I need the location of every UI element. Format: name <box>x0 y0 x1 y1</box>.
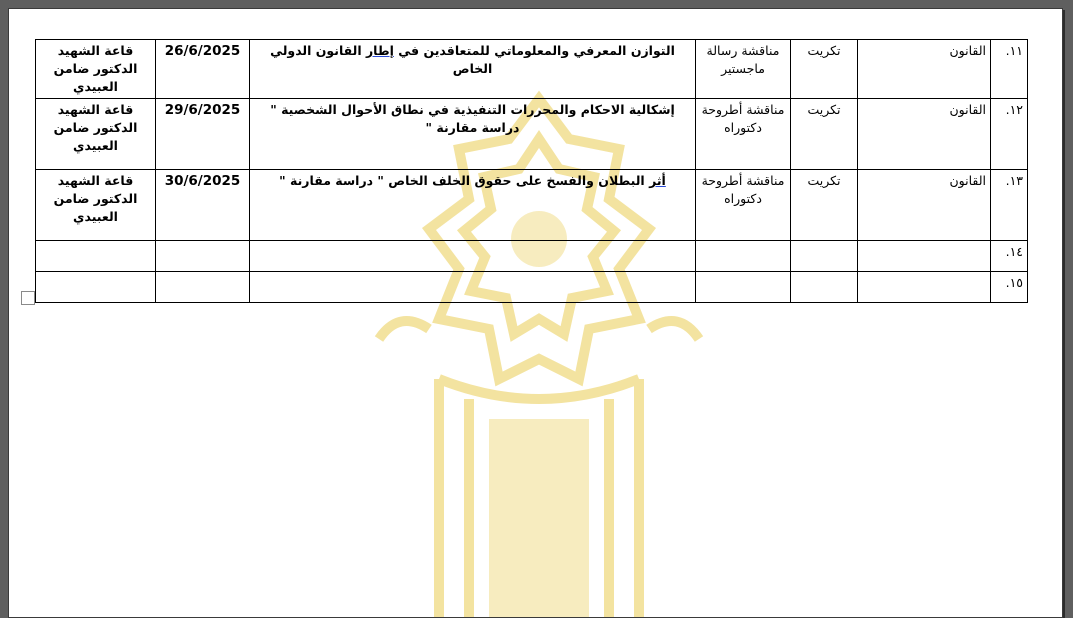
date-cell[interactable] <box>156 272 250 303</box>
department-cell[interactable]: القانون <box>858 40 991 99</box>
table-anchor-handle[interactable] <box>21 291 35 305</box>
row-number-cell[interactable]: ١١. <box>991 40 1028 99</box>
thesis-title-cell[interactable] <box>250 241 696 272</box>
university-cell[interactable]: تكريت <box>791 99 858 170</box>
row-number-cell[interactable]: ١٤. <box>991 241 1028 272</box>
table-row <box>36 40 1028 99</box>
row-number-cell[interactable]: ١٣. <box>991 170 1028 241</box>
date-cell[interactable]: 30/6/2025 <box>156 170 250 241</box>
university-cell[interactable] <box>791 241 858 272</box>
discussion-type-cell[interactable]: مناقشة أطروحة دكتوراه <box>696 99 791 170</box>
university-cell[interactable]: تكريت <box>791 170 858 241</box>
thesis-title-cell[interactable] <box>250 170 696 241</box>
department-cell[interactable]: القانون <box>858 170 991 241</box>
table-row <box>36 272 1028 303</box>
department-cell[interactable] <box>858 272 991 303</box>
table-row <box>36 170 1028 241</box>
table-row <box>36 241 1028 272</box>
hall-cell[interactable]: قاعة الشهيد الدكتور ضامن العبيدي <box>36 99 156 170</box>
thesis-title-cell[interactable] <box>250 99 696 170</box>
title-text: البطلان والفسخ على حقوق الخلف الخاص " دراسة مقارنة " <box>279 173 650 188</box>
title-text: إشكالية الاحكام والمحررات التنفيذية في نطاق الأحوال الشخصية " دراسة مقارنة " <box>270 102 675 135</box>
date-cell[interactable]: 26/6/2025 <box>156 40 250 99</box>
hall-cell[interactable]: قاعة الشهيد الدكتور ضامن العبيدي <box>36 170 156 241</box>
spellcheck-underlined-word: إطار <box>365 43 394 58</box>
university-cell[interactable]: تكريت <box>791 40 858 99</box>
table-row <box>36 99 1028 170</box>
hall-cell[interactable]: قاعة الشهيد الدكتور ضامن العبيدي <box>36 40 156 99</box>
discussion-type-cell[interactable]: مناقشة رسالة ماجستير <box>696 40 791 99</box>
document-page <box>8 8 1063 618</box>
thesis-title-cell[interactable] <box>250 272 696 303</box>
university-cell[interactable] <box>791 272 858 303</box>
thesis-title-cell[interactable] <box>250 40 696 99</box>
hall-cell[interactable] <box>36 272 156 303</box>
discussion-type-cell[interactable]: مناقشة أطروحة دكتوراه <box>696 170 791 241</box>
department-cell[interactable]: القانون <box>858 99 991 170</box>
spellcheck-underlined-word: أثر <box>649 173 666 188</box>
row-number-cell[interactable]: ١٢. <box>991 99 1028 170</box>
date-cell[interactable] <box>156 241 250 272</box>
row-number-cell[interactable]: ١٥. <box>991 272 1028 303</box>
schedule-table <box>35 39 1028 303</box>
title-text: القانون الدولي الخاص <box>270 43 493 76</box>
hall-cell[interactable] <box>36 241 156 272</box>
discussion-type-cell[interactable] <box>696 272 791 303</box>
department-cell[interactable] <box>858 241 991 272</box>
date-cell[interactable]: 29/6/2025 <box>156 99 250 170</box>
discussion-type-cell[interactable] <box>696 241 791 272</box>
title-text: التوازن المعرفي والمعلوماتي للمتعاقدين في <box>393 43 675 58</box>
